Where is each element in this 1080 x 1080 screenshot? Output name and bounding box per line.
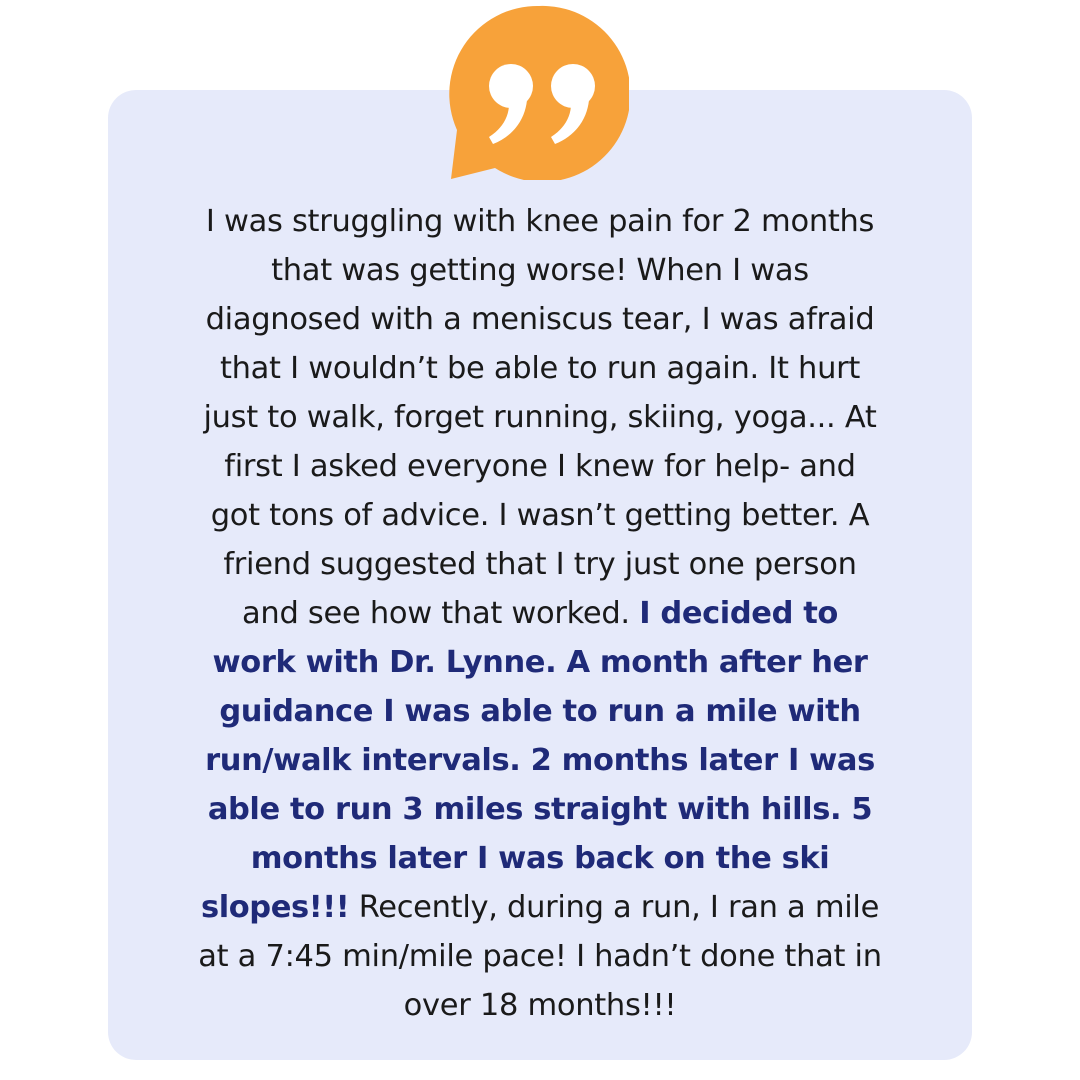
testimonial-line: and see how that worked. [242,596,640,631]
testimonial-line: just to walk, forget running, skiing, yoga... At [203,400,877,435]
testimonial-highlight: I decided to [639,596,838,631]
quote-mark-icon [449,4,629,180]
testimonial-highlight: slopes!!! [200,890,350,925]
testimonial-highlight: work with Dr. Lynne. A month after her [212,645,868,680]
testimonial-line: that was getting worse! When I was [271,253,809,288]
testimonial-line: over 18 months!!! [403,988,677,1023]
testimonial-text [150,197,930,1030]
testimonial-line: got tons of advice. I wasn’t getting better. A [210,498,870,533]
testimonial-line: friend suggested that I try just one person [223,547,857,582]
testimonial-highlight: able to run 3 miles straight with hills. 5 [207,792,873,827]
testimonial-line: I was struggling with knee pain for 2 months [205,204,875,239]
testimonial-line: diagnosed with a meniscus tear, I was afraid [205,302,875,337]
testimonial-line: Recently, during a run, I ran a mile [349,890,880,925]
testimonial-highlight: run/walk intervals. 2 months later I was [205,743,875,778]
testimonial-line: first I asked everyone I knew for help- and [224,449,856,484]
testimonial-highlight: months later I was back on the ski [250,841,830,876]
testimonial-line: at a 7:45 min/mile pace! I hadn’t done that in [198,939,882,974]
testimonial-highlight: guidance I was able to run a mile with [219,694,861,729]
testimonial-line: that I wouldn’t be able to run again. It hurt [219,351,861,386]
